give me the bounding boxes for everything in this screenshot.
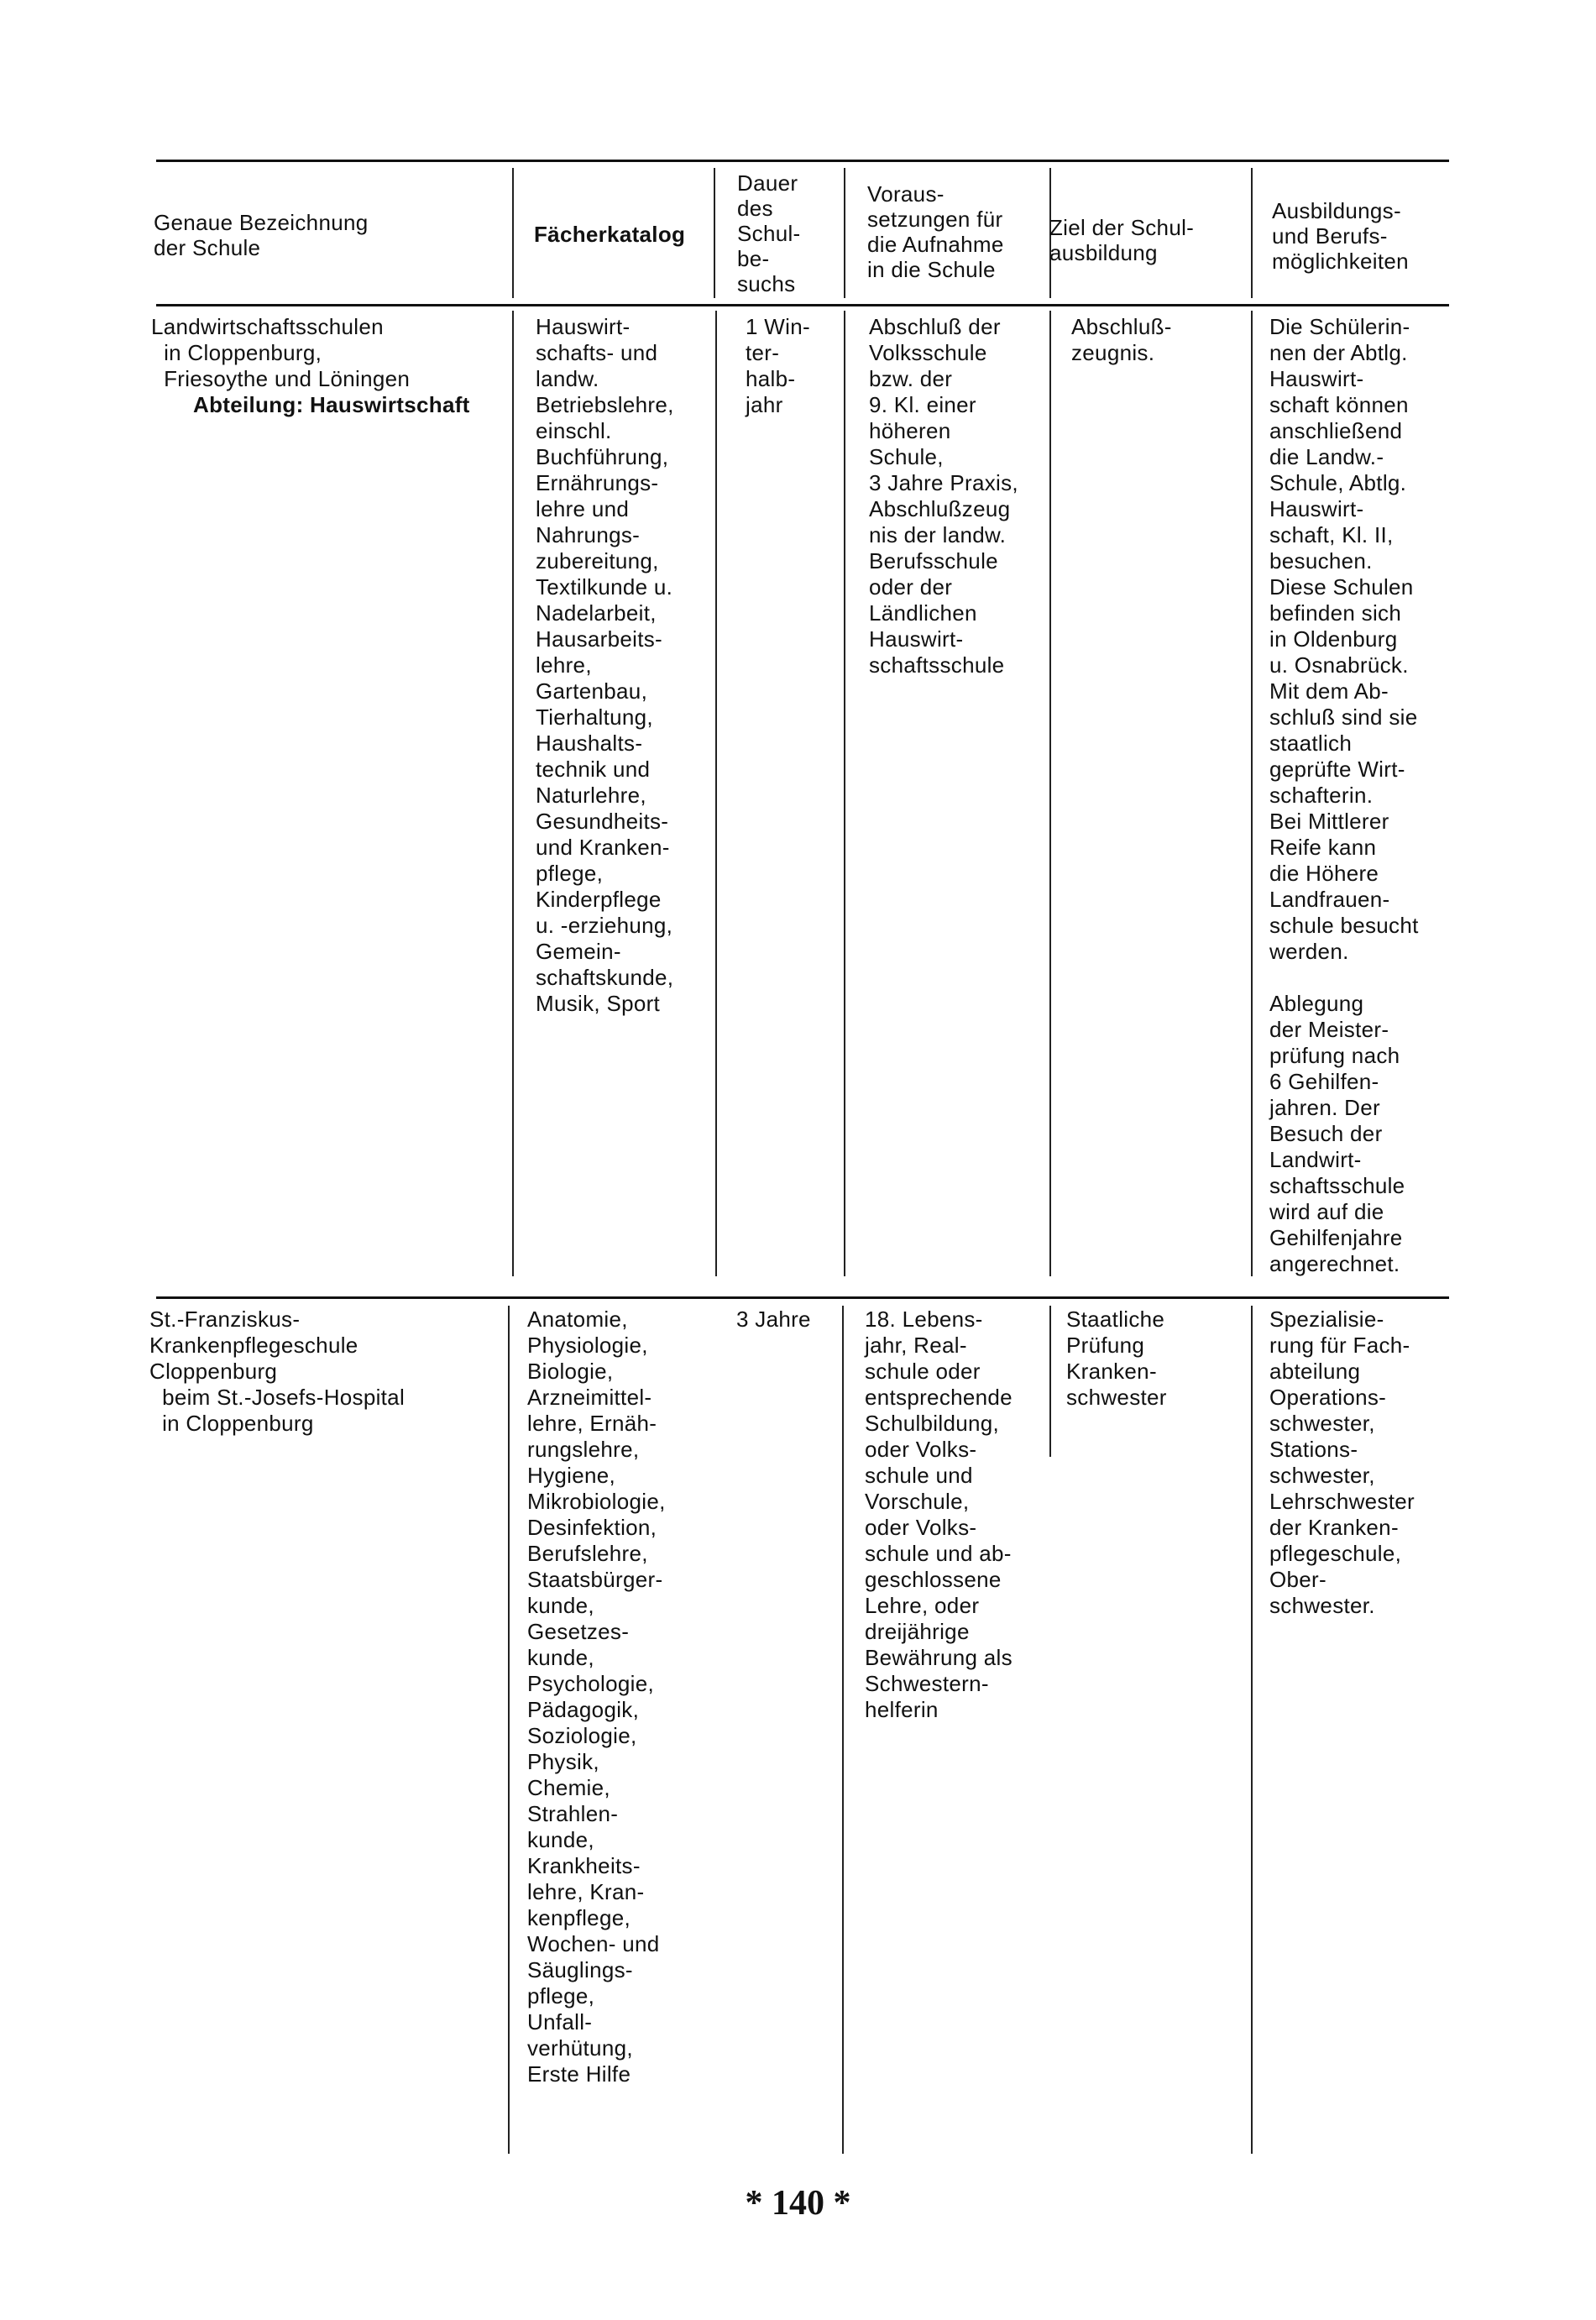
row1-subjects: Hauswirt- schafts- und landw. Betriebslehre, einschl. Buchführung, Ernährungs- lehre und Nahrungs- zubereitung, Textilkunde u. Nadelarbeit, Hausarbeits- lehre, Gartenbau, Tierhaltung, Haushalts- technik und Naturlehre, Gesundheits- und Kranken- pflege, Kinderpflege u. -erziehung, Gemein- schaftskunde, Musik, Sport <box>536 314 674 1016</box>
col-rule <box>1251 1306 1253 2154</box>
row1-prerequisites: Abschluß der Volksschule bzw. der 9. Kl. einer höheren Schule, 3 Jahre Praxis, Abschlußzeug nis der landw. Berufsschule oder der Ländlichen Hauswirt- schaftsschule <box>869 314 1018 678</box>
row-separator-rule <box>156 1296 1449 1299</box>
header-duration: Dauer des Schul- be- suchs <box>737 170 801 296</box>
row2-subjects: Anatomie, Physiologie, Biologie, Arzneimittel- lehre, Ernäh- rungslehre, Hygiene, Mikrobiologie, Desinfektion, Berufslehre, Staatsbürger- kunde, Gesetzes- kunde, Psychologie, Pädagogik, Soziologie, Physik, Chemie, Strahlen- kunde, Krankheits- lehre, Kran- kenpflege, Wochen- und Säuglings- pflege, Unfall- verhütung, Erste Hilfe <box>527 1307 666 2087</box>
header-prerequisites: Voraus- setzungen für die Aufnahme in die Schule <box>867 181 1004 282</box>
table-top-rule <box>156 160 1449 162</box>
row2-goal: Staatliche Prüfung Kranken- schwester <box>1066 1307 1167 1410</box>
page-number: * 140 * <box>745 2184 851 2223</box>
col-rule <box>714 168 715 298</box>
col-rule <box>1251 168 1253 298</box>
col-rule <box>1049 311 1051 1276</box>
header-goal: Ziel der Schul- ausbildung <box>1049 215 1195 265</box>
row2-duration: 3 Jahre <box>736 1307 811 1332</box>
col-rule <box>844 168 845 298</box>
row1-duration: 1 Win- ter- halb- jahr <box>746 314 810 417</box>
col-rule <box>1251 311 1253 1276</box>
col-rule <box>1049 1306 1051 1457</box>
row1-department: Abteilung: Hauswirtschaft <box>193 392 470 417</box>
row1-school: Landwirtschaftsschulen in Cloppenburg, Friesoythe und Löningen <box>151 314 411 391</box>
col-rule <box>842 1306 844 2154</box>
col-rule <box>508 1306 510 2154</box>
header-careers: Ausbildungs- und Berufs- möglichkeiten <box>1272 198 1409 274</box>
row2-school: St.-Franziskus- Krankenpflegeschule Cloppenburg beim St.-Josefs-Hospital in Cloppenburg <box>149 1307 406 1436</box>
col-rule <box>844 311 845 1276</box>
header-subjects: Fächerkatalog <box>534 222 686 247</box>
row2-prerequisites: 18. Lebens- jahr, Real- schule oder entsprechende Schulbildung, oder Volks- schule und Vorschule, oder Volks- schule und ab- geschlossene Lehre, oder dreijährige Bewährung als Schwestern- helferin <box>865 1307 1013 1722</box>
row1-careers: Die Schülerin- nen der Abtlg. Hauswirt- schaft können anschließend die Landw.- Schule, Abtlg. Hauswirt- schaft, Kl. II, besuchen. Diese Schulen befinden sich in Oldenburg u. Osnabrück. Mit dem Ab- schluß sind sie staatlich geprüfte Wirt- schafterin. Bei Mittlerer Reife kann die Höhere Landfrauen- schule besucht werden. Ablegung der Meister- prüfung nach 6 Gehilfen- jahren. Der Besuch der Landwirt- schaftsschule wird auf die Gehilfenjahre angerechnet. <box>1269 314 1419 1276</box>
header-bottom-rule <box>156 304 1449 306</box>
row2-careers: Spezialisie- rung für Fach- abteilung Operations- schwester, Stations- schwester, Lehrschwester der Kranken- pflegeschule, Ober- schwester. <box>1269 1307 1415 1618</box>
col-rule <box>512 311 514 1276</box>
header-school: Genaue Bezeichnung der Schule <box>154 210 369 260</box>
col-rule <box>512 168 514 298</box>
row1-goal: Abschluß- zeugnis. <box>1071 314 1172 365</box>
